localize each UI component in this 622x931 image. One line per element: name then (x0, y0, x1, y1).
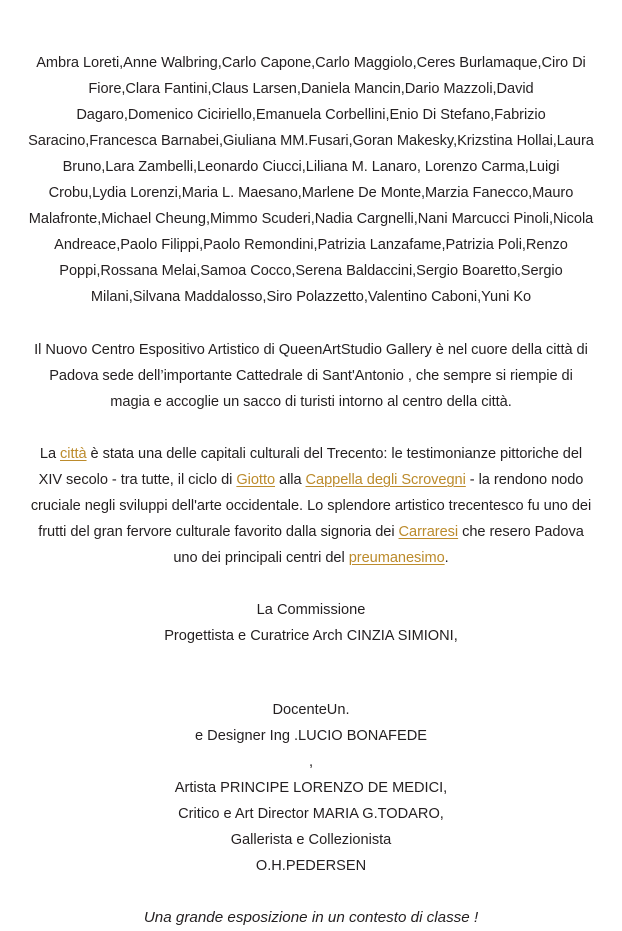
link-citta[interactable]: città (60, 446, 87, 462)
history-text-segment-4: - la rendono nodo cruciale negli sviluppi dell'arte occidentale. Lo splendore artistico trecentesco fu uno dei frutti del gran fervore culturale favorito dalla signoria dei (30, 472, 592, 540)
credit-docente: DocenteUn. (272, 702, 350, 718)
venue-paragraph: Il Nuovo Centro Espositivo Artistico di QueenArtStudio Gallery è nel cuore della città di Padova sede dell’importante Cattedrale di Sant'Antonio , che sempre si riempie di magia e accoglie un sacco di turisti intorno al centro della città. (34, 342, 588, 410)
link-preumanesimo[interactable]: preumanesimo (348, 550, 445, 566)
history-text-segment-5: che resero Padova uno dei principali centri del (173, 524, 584, 566)
history-text-segment-2: è stata una delle capitali culturali del Trecento: le testimonianze pittoriche del XIV secolo - tra tutte, il ciclo di (38, 446, 583, 488)
history-paragraph (28, 441, 594, 571)
commission-title: La Commissione (256, 602, 366, 618)
tagline: Una grande esposizione in un contesto di classe ! (143, 909, 479, 926)
participants-paragraph: Ambra Loreti,Anne Walbring,Carlo Capone,Carlo Maggiolo,Ceres Burlamaque,Ciro Di Fiore,Clara Fantini,Claus Larsen,Daniela Mancin,Dario Mazzoli,David Dagaro,Domenico Ciciriello,Emanuela Corbellini,Enio Di Stefano,Fabrizio Saracino,Francesca Barnabei,Giuliana MM.Fusari,Goran Makesky,Krizstina Hollai,Laura Bruno,Lara Zambelli,Leonardo Ciucci,Liliana M. Lanaro, Lorenzo Carma,Luigi Crobu,Lydia Lorenzi,Maria L. Maesano,Marlene De Monte,Marzia Fanecco,Mauro Malafronte,Michael Cheung,Mimmo Scuderi,Nadia Cargnelli,Nani Marcucci Pinoli,Nicola Andreace,Paolo Filippi,Paolo Remondini,Patrizia Lanzafame,Patrizia Poli,Renzo Poppi,Rossana Melai,Samoa Cocco,Serena Baldaccini,Sergio Boaretto,Sergio Milani,Silvana Maddalosso,Siro Polazzetto,Valentino Caboni,Yuni Ko (28, 55, 594, 305)
history-text-segment-3: alla (275, 472, 306, 488)
history-text-segment-6: . (444, 550, 449, 566)
credit-pedersen: O.H.PEDERSEN (255, 858, 367, 874)
credit-artista: Artista PRINCIPE LORENZO DE MEDICI, (174, 780, 448, 796)
credit-critico: Critico e Art Director MARIA G.TODARO, (178, 806, 444, 822)
credit-designer: e Designer Ing .LUCIO BONAFEDE (195, 728, 427, 744)
spacer (28, 571, 594, 597)
spacer (28, 879, 594, 905)
link-carraresi[interactable]: Carraresi (398, 524, 459, 540)
credit-gallerista: Gallerista e Collezionista (230, 832, 392, 848)
history-text-segment-1: La (39, 446, 61, 462)
link-giotto[interactable]: Giotto (236, 472, 276, 488)
commission-curator: Progettista e Curatrice Arch CINZIA SIMIONI, (164, 628, 458, 644)
spacer (28, 675, 594, 697)
credits-block (28, 697, 594, 879)
spacer (28, 415, 594, 441)
link-cappella-degli-scrovegni[interactable]: Cappella degli Scrovegni (305, 472, 466, 488)
commission-block (28, 597, 594, 649)
spacer (28, 649, 594, 675)
credit-separator-comma: , (308, 754, 314, 770)
spacer (28, 310, 594, 337)
